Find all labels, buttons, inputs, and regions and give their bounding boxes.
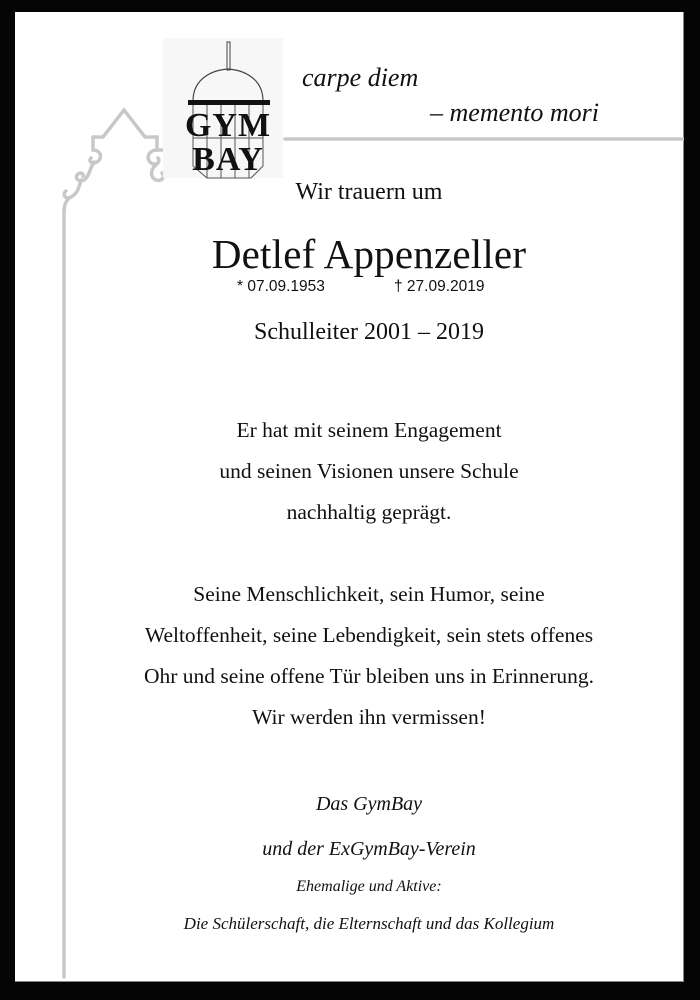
death-date: † 27.09.2019 [394, 278, 485, 295]
motto-line-1: carpe diem [302, 63, 419, 92]
role-text: Schulleiter 2001 – 2019 [254, 319, 484, 345]
logo-text-bottom: BAY [192, 141, 264, 178]
tribute-line: nachhaltig geprägt. [286, 500, 452, 524]
logo-text-top: GYM [184, 107, 272, 144]
signature-line-2: und der ExGymBay-Verein [262, 838, 476, 860]
gymbay-tower-logo-icon [163, 38, 283, 180]
obituary-page [15, 12, 684, 982]
intro-text: Wir trauern um [295, 179, 443, 205]
tribute-paragraph-1 [15, 410, 700, 533]
birth-date: * 07.09.1953 [237, 278, 325, 295]
signature-line-1: Das GymBay [315, 793, 423, 815]
tribute-line: Er hat mit seinem Engagement [236, 418, 502, 442]
tribute-line: und seinen Visionen unsere Schule [219, 459, 519, 483]
tribute-line: Ohr und seine offene Tür bleiben uns in Erinnerung. [144, 664, 594, 688]
tribute-line: Seine Menschlichkeit, sein Humor, seine [193, 582, 545, 606]
tribute-line: Weltoffenheit, seine Lebendigkeit, sein stets offenes [144, 623, 594, 647]
deceased-name: Detlef Appenzeller [211, 231, 527, 277]
signature-line-4: Die Schülerschaft, die Elternschaft und das Kollegium [183, 914, 555, 933]
tribute-paragraph-2 [15, 574, 700, 738]
tribute-line: Wir werden ihn vermissen! [252, 705, 486, 729]
signature-line-3: Ehemalige und Aktive: [296, 878, 442, 895]
motto-line-2: – memento mori [430, 98, 599, 127]
